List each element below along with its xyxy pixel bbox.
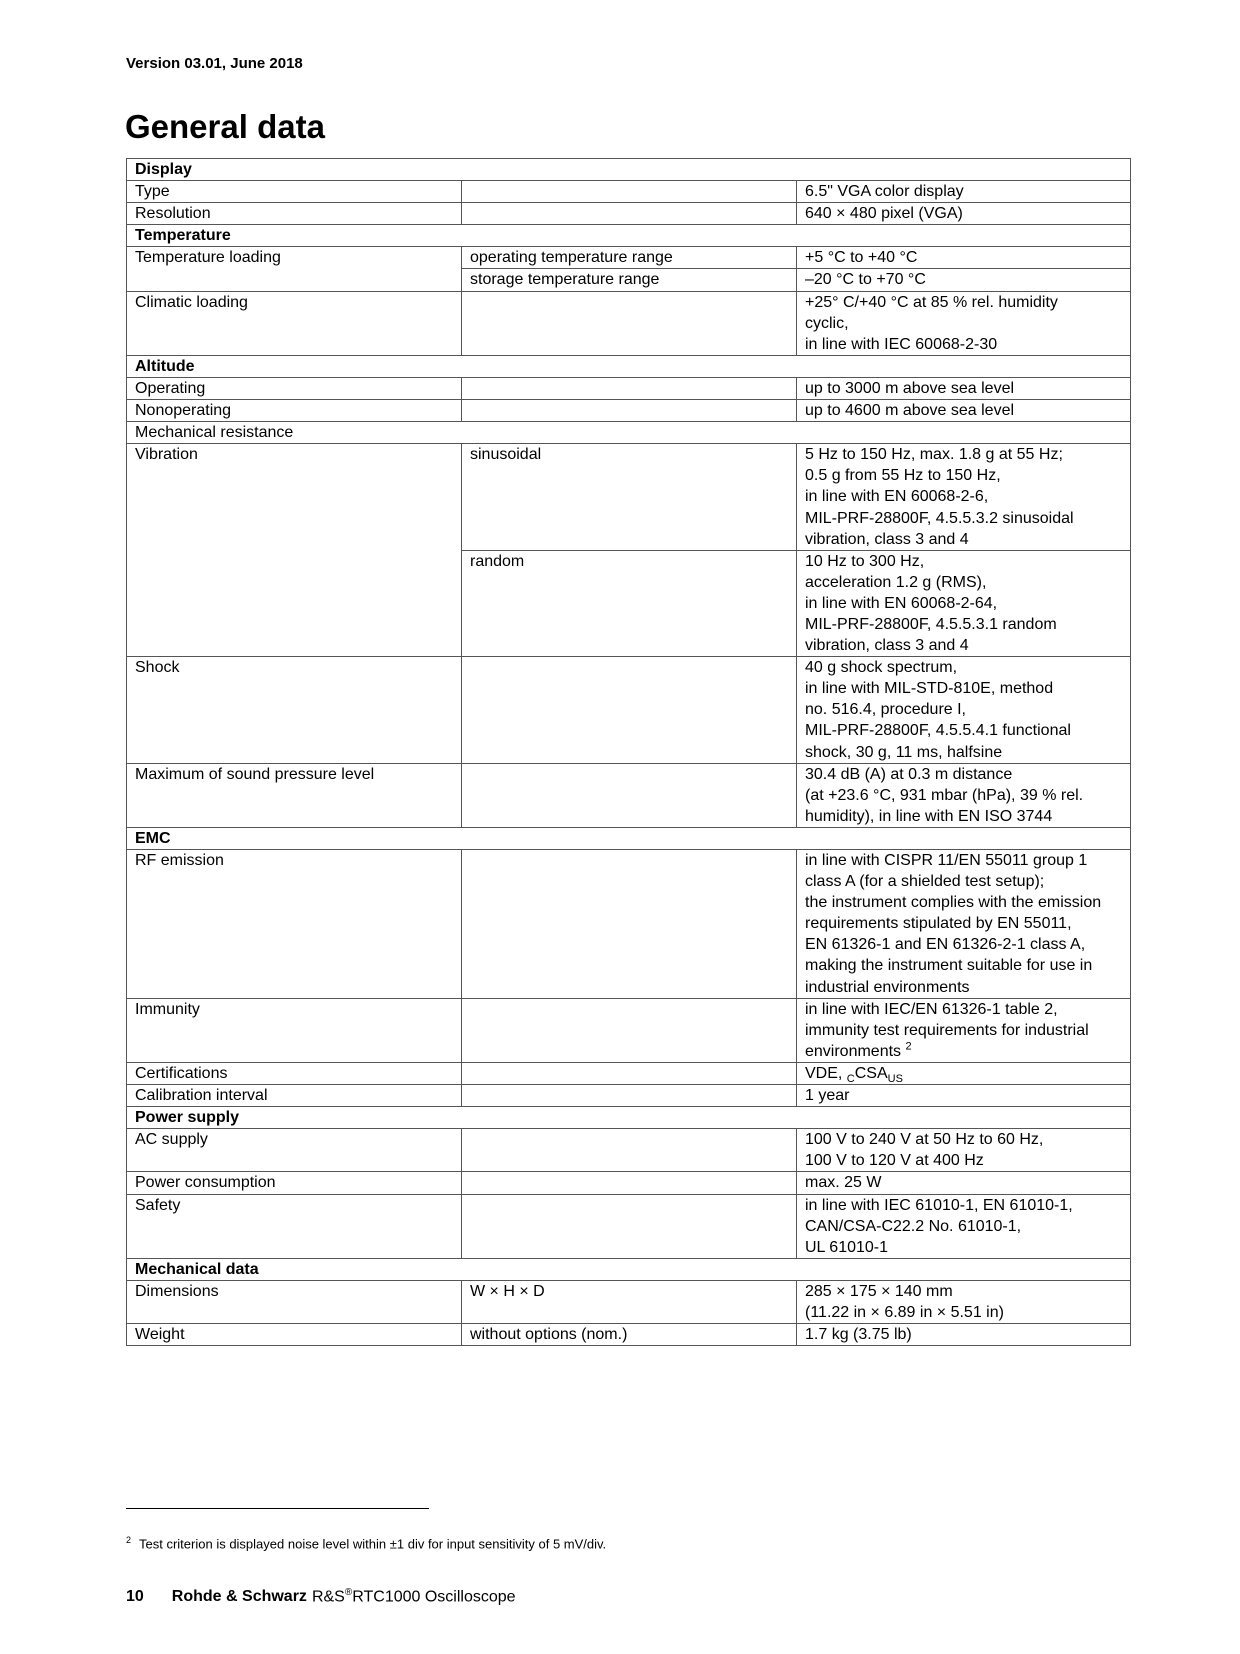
section-row-emc bbox=[127, 827, 1131, 849]
table-row bbox=[127, 763, 1131, 827]
spec-label: Type bbox=[127, 181, 462, 203]
value-line: requirements stipulated by EN 55011, bbox=[805, 915, 1072, 933]
value-line: MIL-PRF-28800F, 4.5.5.3.1 random bbox=[805, 615, 1057, 633]
spec-condition: storage temperature range bbox=[462, 269, 797, 291]
spec-label: Temperature loading bbox=[127, 247, 462, 291]
section-row-display bbox=[127, 159, 1131, 181]
section-heading: Altitude bbox=[127, 355, 1131, 377]
value-line: 100 V to 120 V at 400 Hz bbox=[805, 1152, 984, 1170]
section-heading: Temperature bbox=[127, 225, 1131, 247]
value-line: 40 g shock spectrum, bbox=[805, 659, 958, 677]
table-row bbox=[127, 1062, 1131, 1084]
section-row-mechanical-resistance bbox=[127, 422, 1131, 444]
table-row bbox=[127, 657, 1131, 763]
spec-label: Maximum of sound pressure level bbox=[127, 763, 462, 827]
spec-condition: random bbox=[462, 550, 797, 656]
value-line: 100 V to 240 V at 50 Hz to 60 Hz, bbox=[805, 1131, 1044, 1149]
table-row bbox=[127, 850, 1131, 999]
spec-value bbox=[797, 1194, 1131, 1258]
table-row bbox=[127, 291, 1131, 355]
page-footer bbox=[126, 1587, 516, 1606]
spec-value bbox=[797, 998, 1131, 1062]
spec-label: Immunity bbox=[127, 998, 462, 1062]
footnote-mark: 2 bbox=[126, 1535, 132, 1545]
table-row bbox=[127, 247, 1131, 269]
spec-value: up to 3000 m above sea level bbox=[797, 377, 1131, 399]
value-line: 0.5 g from 55 Hz to 150 Hz, bbox=[805, 467, 1001, 485]
spec-label: Nonoperating bbox=[127, 400, 462, 422]
spec-condition bbox=[462, 1085, 797, 1107]
value-line: in line with MIL-STD-810E, method bbox=[805, 680, 1054, 698]
table-row bbox=[127, 400, 1131, 422]
value-line: UL 61010-1 bbox=[805, 1238, 889, 1256]
spec-label: Weight bbox=[127, 1324, 462, 1346]
spec-condition bbox=[462, 181, 797, 203]
value-line: in line with IEC 60068-2-30 bbox=[805, 335, 998, 353]
section-row-mechanical-data bbox=[127, 1258, 1131, 1280]
spec-label: Dimensions bbox=[127, 1280, 462, 1323]
spec-table bbox=[126, 158, 1131, 1346]
table-row bbox=[127, 1172, 1131, 1194]
spec-value: 1.7 kg (3.75 lb) bbox=[797, 1324, 1131, 1346]
spec-condition: without options (nom.) bbox=[462, 1324, 797, 1346]
spec-condition bbox=[462, 1172, 797, 1194]
table-row bbox=[127, 1194, 1131, 1258]
spec-value bbox=[797, 1280, 1131, 1323]
table-row bbox=[127, 1324, 1131, 1346]
spec-value: 1 year bbox=[797, 1085, 1131, 1107]
value-line: the instrument complies with the emission bbox=[805, 894, 1102, 912]
spec-value: 6.5" VGA color display bbox=[797, 181, 1131, 203]
value-line: in line with CISPR 11/EN 55011 group 1 bbox=[805, 852, 1088, 869]
spec-label: AC supply bbox=[127, 1129, 462, 1172]
spec-label: Power consumption bbox=[127, 1172, 462, 1194]
value-line: (11.22 in × 6.89 in × 5.51 in) bbox=[805, 1303, 1004, 1321]
table-row bbox=[127, 1085, 1131, 1107]
spec-label: RF emission bbox=[127, 850, 462, 999]
spec-value bbox=[797, 657, 1131, 763]
spec-label: Shock bbox=[127, 657, 462, 763]
value-line: in line with IEC/EN 61326-1 table 2, bbox=[805, 1000, 1058, 1018]
table-row bbox=[127, 203, 1131, 225]
value-line: acceleration 1.2 g (RMS), bbox=[805, 573, 987, 591]
spec-value bbox=[797, 763, 1131, 827]
spec-value: max. 25 W bbox=[797, 1172, 1131, 1194]
value-line: immunity test requirements for industrial bbox=[805, 1021, 1089, 1039]
value-line: industrial environments bbox=[805, 978, 970, 996]
spec-label: Climatic loading bbox=[127, 291, 462, 355]
table-row bbox=[127, 444, 1131, 550]
value-line: shock, 30 g, 11 ms, halfsine bbox=[805, 743, 1003, 761]
table-row bbox=[127, 998, 1131, 1062]
spec-value: +5 °C to +40 °C bbox=[797, 247, 1131, 269]
value-line: vibration, class 3 and 4 bbox=[805, 530, 969, 548]
table-row bbox=[127, 377, 1131, 399]
footnote-text: Test criterion is displayed noise level within ±1 div for input sensitivity of 5 mV/div. bbox=[139, 1536, 607, 1552]
spec-condition bbox=[462, 1062, 797, 1084]
footnote-divider bbox=[126, 1508, 429, 1509]
value-line: 285 × 175 × 140 mm bbox=[805, 1282, 953, 1300]
value-line: in line with IEC 61010-1, EN 61010-1, bbox=[805, 1196, 1073, 1214]
spec-value: up to 4600 m above sea level bbox=[797, 400, 1131, 422]
csa-mark: CSA bbox=[854, 1064, 888, 1082]
cert-prefix: VDE, bbox=[805, 1064, 847, 1082]
spec-condition bbox=[462, 763, 797, 827]
spec-condition bbox=[462, 203, 797, 225]
value-line: MIL-PRF-28800F, 4.5.5.3.2 sinusoidal bbox=[805, 509, 1074, 527]
value-line: in line with EN 60068-2-6, bbox=[805, 488, 989, 506]
value-text: environments bbox=[805, 1042, 902, 1060]
value-line: no. 516.4, procedure I, bbox=[805, 701, 966, 719]
spec-condition bbox=[462, 400, 797, 422]
spec-value bbox=[797, 550, 1131, 656]
page-title: General data bbox=[125, 108, 325, 145]
value-line: cyclic, bbox=[805, 314, 849, 332]
spec-condition bbox=[462, 377, 797, 399]
spec-value bbox=[797, 291, 1131, 355]
spec-label: Certifications bbox=[127, 1062, 462, 1084]
value-line: making the instrument suitable for use in bbox=[805, 957, 1093, 975]
section-row-altitude bbox=[127, 355, 1131, 377]
spec-condition bbox=[462, 291, 797, 355]
spec-condition bbox=[462, 1194, 797, 1258]
footnote-ref[interactable]: 2 bbox=[905, 1040, 912, 1053]
table-row bbox=[127, 1129, 1131, 1172]
value-line: 5 Hz to 150 Hz, max. 1.8 g at 55 Hz; bbox=[805, 446, 1063, 464]
value-line: MIL-PRF-28800F, 4.5.5.4.1 functional bbox=[805, 722, 1071, 740]
page-number: 10 bbox=[126, 1588, 144, 1606]
csa-sub-us: US bbox=[887, 1073, 903, 1086]
brand-name: Rohde & Schwarz bbox=[171, 1588, 307, 1606]
spec-value bbox=[797, 1062, 1131, 1084]
product-prefix: R&S bbox=[311, 1588, 345, 1606]
spec-label: Resolution bbox=[127, 203, 462, 225]
csa-sub-c: C bbox=[846, 1073, 855, 1086]
value-line: CAN/CSA-C22.2 No. 61010-1, bbox=[805, 1217, 1022, 1235]
version-label: Version 03.01, June 2018 bbox=[126, 55, 303, 72]
product-name: RTC1000 Oscilloscope bbox=[352, 1588, 516, 1606]
value-line: vibration, class 3 and 4 bbox=[805, 637, 969, 655]
value-line: 10 Hz to 300 Hz, bbox=[805, 552, 925, 570]
table-row bbox=[127, 181, 1131, 203]
spec-label: Vibration bbox=[127, 444, 462, 657]
spec-value: 640 × 480 pixel (VGA) bbox=[797, 203, 1131, 225]
spec-value bbox=[797, 1129, 1131, 1172]
spec-condition: W × H × D bbox=[462, 1280, 797, 1323]
registered-mark: ® bbox=[344, 1587, 353, 1598]
spec-condition bbox=[462, 1129, 797, 1172]
value-line bbox=[805, 1041, 1122, 1062]
spec-condition bbox=[462, 850, 797, 999]
value-line: EN 61326-1 and EN 61326-2-1 class A, bbox=[805, 936, 1086, 954]
section-heading: Mechanical data bbox=[127, 1258, 1131, 1280]
spec-label: Operating bbox=[127, 377, 462, 399]
section-heading: EMC bbox=[127, 827, 1131, 849]
value-line: humidity), in line with EN ISO 3744 bbox=[805, 807, 1053, 825]
spec-label: Calibration interval bbox=[127, 1085, 462, 1107]
spec-condition: sinusoidal bbox=[462, 444, 797, 550]
spec-value: –20 °C to +70 °C bbox=[797, 269, 1131, 291]
spec-condition: operating temperature range bbox=[462, 247, 797, 269]
section-row-temperature bbox=[127, 225, 1131, 247]
spec-condition bbox=[462, 998, 797, 1062]
spec-value bbox=[797, 850, 1131, 999]
spec-condition bbox=[462, 657, 797, 763]
section-heading: Mechanical resistance bbox=[127, 422, 1131, 444]
footnote bbox=[126, 1535, 606, 1551]
value-line: (at +23.6 °C, 931 mbar (hPa), 39 % rel. bbox=[805, 786, 1084, 804]
value-line: +25° C/+40 °C at 85 % rel. humidity bbox=[805, 293, 1058, 311]
spec-value bbox=[797, 444, 1131, 550]
value-line: class A (for a shielded test setup); bbox=[805, 873, 1045, 891]
table-row bbox=[127, 1280, 1131, 1323]
value-line: 30.4 dB (A) at 0.3 m distance bbox=[805, 765, 1013, 783]
section-heading: Power supply bbox=[127, 1107, 1131, 1129]
value-line: in line with EN 60068-2-64, bbox=[805, 594, 998, 612]
section-heading: Display bbox=[127, 159, 1131, 181]
section-row-power bbox=[127, 1107, 1131, 1129]
spec-label: Safety bbox=[127, 1194, 462, 1258]
